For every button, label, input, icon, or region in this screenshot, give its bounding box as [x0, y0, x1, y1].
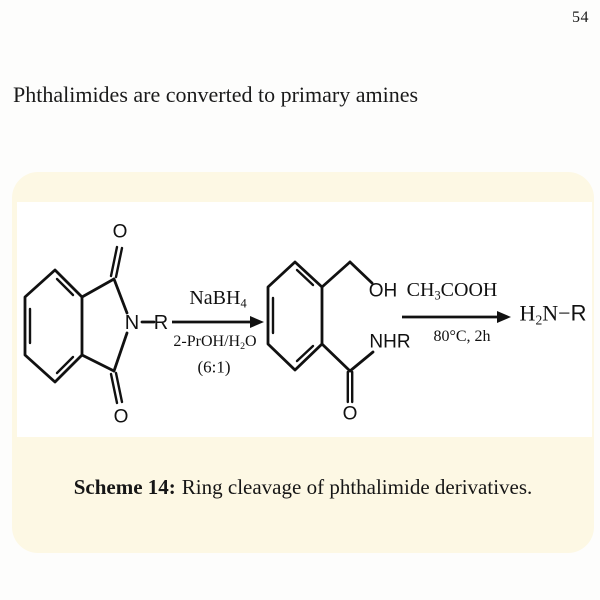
atom-label-n: N — [124, 312, 140, 334]
reagent-label-ch3cooh — [407, 280, 498, 302]
amide-nhr-bond — [350, 352, 373, 371]
group-label-oh: OH — [368, 280, 398, 302]
ring-amide-bond — [322, 344, 350, 371]
product-text: N — [542, 300, 559, 326]
solvent-label-proh-h2o — [173, 334, 256, 352]
reaction-arrow-2 — [402, 311, 511, 323]
scheme-caption-text: Ring cleavage of phthalimide derivatives. — [181, 475, 533, 499]
reagent-subscript: 3 — [434, 288, 441, 303]
reagent-subscript: 4 — [240, 296, 247, 311]
page-number: 54 — [572, 9, 589, 26]
imide-ring-bond — [114, 279, 127, 313]
product-bond-dash: − — [558, 300, 571, 326]
product-subscript: 2 — [535, 312, 543, 328]
atom-label-r: R — [153, 312, 169, 334]
reagent-text: NaBH — [189, 286, 241, 309]
benzene-ring — [268, 262, 322, 370]
atom-label-o-top: O — [112, 221, 128, 243]
atom-label-o-bottom: O — [113, 406, 129, 428]
reagent-label-nabh4 — [189, 288, 246, 310]
benzene-ring — [25, 270, 82, 382]
solvent-text: O — [245, 333, 257, 351]
reaction-scheme-drawing — [17, 202, 592, 437]
page-heading: Phthalimides are converted to primary amines — [13, 82, 419, 107]
solvent-text: 2-PrOH/H — [173, 333, 241, 351]
ch2-bond — [322, 262, 350, 287]
ratio-label: (6:1) — [197, 357, 231, 377]
reagent-text: CH — [406, 278, 435, 301]
scheme-caption — [12, 475, 594, 500]
scheme-panel — [12, 172, 594, 553]
arrowhead — [250, 316, 264, 328]
imide-ring-bond — [82, 355, 114, 371]
reagent-text: COOH — [440, 278, 498, 301]
atom-label-o-amide: O — [342, 403, 358, 425]
imide-ring-bond — [114, 333, 127, 371]
product-r-group: R — [570, 300, 587, 326]
product-text: H — [519, 300, 536, 326]
reaction-arrow-1 — [172, 316, 264, 328]
imide-ring-bond — [82, 279, 114, 297]
scheme-canvas — [17, 202, 592, 437]
arrowhead — [497, 311, 511, 323]
intermediate-structure — [268, 262, 373, 402]
scheme-caption-label: Scheme 14: — [73, 475, 176, 499]
conditions-label: 80°C, 2h — [433, 328, 491, 345]
group-label-nhr: NHR — [369, 331, 411, 353]
product-label-h2n-r — [519, 300, 587, 328]
solvent-subscript: 2 — [240, 341, 246, 353]
